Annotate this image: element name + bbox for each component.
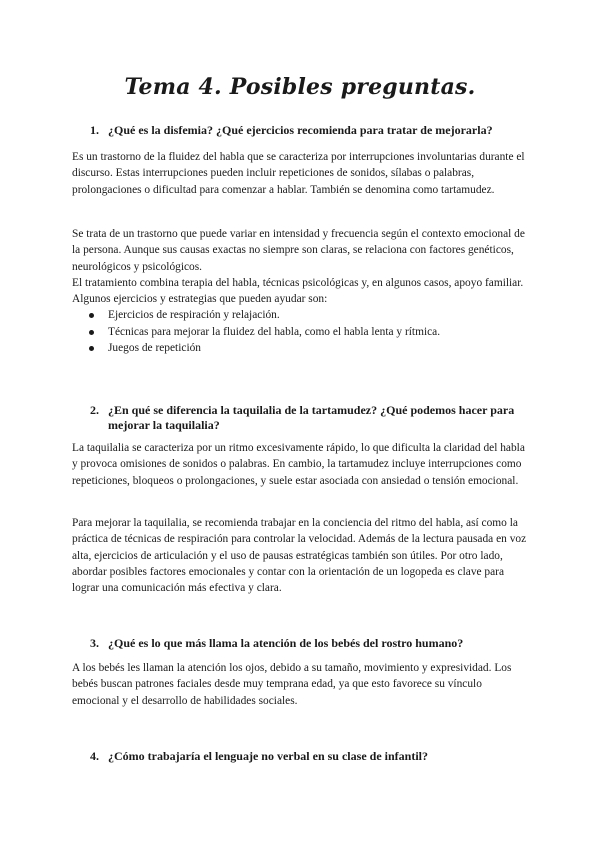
question-number: 2. xyxy=(90,403,99,417)
answer-2-paragraph-1: La taquilalia se caracteriza por un ritmo excesivamente rápido, lo que dificulta la claridad del habla y provoca omisiones de sonidos o palabras. En cambio, la tartamudez incluye interrupciones como repeticiones, bloqueos o prolongaciones, y suele estar asociada con ansiedad o tensión emocional. xyxy=(72,442,525,487)
answer-3-paragraph-1: A los bebés les llaman la atención los ojos, debido a su tamaño, movimiento y expresividad. Los bebés buscan patrones faciales desde muy temprana edad, ya que esto favorece su vínculo emocional y el desarrollo de habilidades sociales. xyxy=(72,662,512,707)
question-2-heading xyxy=(90,403,528,433)
page-title: Tema 4. Posibles preguntas. xyxy=(124,74,476,100)
answer-1-paragraph-2: Se trata de un trastorno que puede variar en intensidad y frecuencia según el contexto emocional de la persona. Aunque sus causas exactas no siempre son claras, se relaciona con factores genéticos, neurológicos y psicológicos. xyxy=(72,228,525,273)
question-text: ¿Qué es la disfemia? ¿Qué ejercicios recomienda para tratar de mejorarla? xyxy=(108,123,493,137)
question-4-heading xyxy=(90,749,528,764)
list-item: Juegos de repetición xyxy=(72,340,530,357)
question-number: 4. xyxy=(90,749,99,763)
question-text: ¿Qué es lo que más llama la atención de los bebés del rostro humano? xyxy=(108,636,464,650)
question-3-heading xyxy=(90,636,528,651)
question-number: 3. xyxy=(90,636,99,650)
list-item: Ejercicios de respiración y relajación. xyxy=(72,307,530,324)
answer-1-exercise-list xyxy=(72,307,530,357)
question-number: 1. xyxy=(90,123,99,137)
list-item: Técnicas para mejorar la fluidez del habla, como el habla lenta y rítmica. xyxy=(72,324,530,341)
answer-1-paragraph-1: Es un trastorno de la fluidez del habla que se caracteriza por interrupciones involuntarias durante el discurso. Estas interrupciones pueden incluir repeticiones de sonidos, sílabas o palabras, prolongaciones o dificultad para comenzar a hablar. También se denomina como tartamudez. xyxy=(72,151,525,196)
question-text: ¿En qué se diferencia la taquilalia de la tartamudez? ¿Qué podemos hacer para mejorar la taquilalia? xyxy=(108,403,515,432)
answer-1-paragraph-3: El tratamiento combina terapia del habla, técnicas psicológicas y, en algunos casos, apoyo familiar. Algunos ejercicios y estrategias que pueden ayudar son: xyxy=(72,277,524,306)
question-1-heading xyxy=(90,123,528,138)
answer-2-paragraph-2: Para mejorar la taquilalia, se recomienda trabajar en la conciencia del ritmo del habla, así como la práctica de técnicas de respiración para controlar la velocidad. Además de la lectura pausada en voz alta, ejercicios de articulación y el uso de pausas estratégicas también son útiles. Por otro lado, abordar posibles factores emocionales y contar con la orientación de un logopeda es clave para lograr una comunicación más efectiva y clara. xyxy=(72,517,527,595)
question-text: ¿Cómo trabajaría el lenguaje no verbal en su clase de infantil? xyxy=(108,749,428,763)
